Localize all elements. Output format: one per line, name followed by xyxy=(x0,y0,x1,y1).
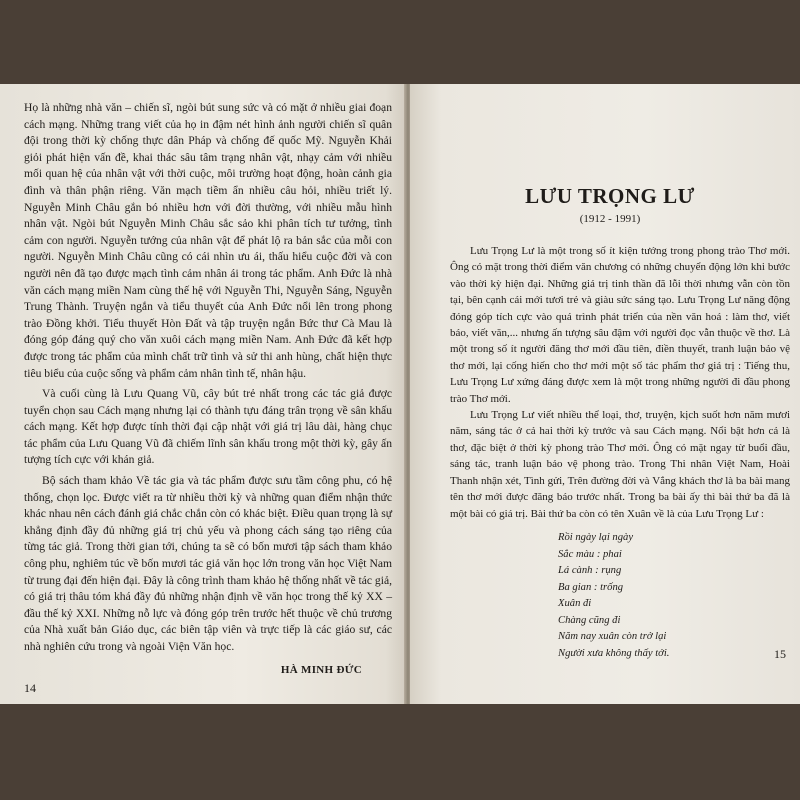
right-paragraph-1: Lưu Trọng Lư là một trong số ít kiện tướng trong phong trào Thơ mới. Ông có mặt trong thời điểm văn chương có những chuyển động lớn khi bước vào thời kỳ hiện đại. Những giá trị tinh thần đã lỗi thời nhưng vẫn còn tồn tại, bên cạnh cái mới tươi trẻ và giàu sức sáng tạo. Lưu Trọng Lư năng động đóng góp tích cực vào quá trình phát triển của nền văn hoá : làm thơ, viết báo, viết văn,... nhưng ấn tượng sâu đậm với người đọc vẫn thuộc về thơ. Là một trong số ít người đăng thơ mới đầu tiên, điền thuyết, tranh luận bảo vệ thơ mới, lại cống hiến cho thơ mới một số tác phẩm thơ giá trị : Tiếng thu, Lưu Trọng Lư xứng đáng được xem là một trong những người đi đầu phong trào Thơ mới. xyxy=(450,245,790,405)
left-page-number: 14 xyxy=(24,681,36,695)
author-signature: HÀ MINH ĐỨC xyxy=(280,663,362,676)
poem-excerpt xyxy=(558,530,790,663)
poem-line: Chàng cũng đi xyxy=(558,614,621,626)
left-paragraph-2: Và cuối cùng là Lưu Quang Vũ, cây bút trẻ nhất trong các tác giả được tuyển chọn sau Cách mạng nhưng lại có thành tựu đáng trân trọng về sân khấu cách mạng. Kết hợp được tính thời đại cập nhật với giá trị lâu dài, hàng chục tác phẩm của Lưu Quang Vũ đã chiếm lĩnh sân khấu trong một thời kỳ, gây ấn tượng tích cực với khán giả. xyxy=(24,387,392,467)
poem-line: Năm nay xuân còn trở lại xyxy=(558,631,667,643)
right-page-number: 15 xyxy=(774,647,786,661)
right-page xyxy=(410,84,800,704)
right-paragraph-2: Lưu Trọng Lư viết nhiều thể loại, thơ, truyện, kịch suốt hơn năm mươi năm, sáng tác ở cả hai thời kỳ trước và sau Cách mạng. Nổi bật hơn cả là thơ, đặc biệt ở thời kỳ phong trào Thơ mới. Ông có mặt ngay từ buổi đầu, sáng tác, tranh luận bảo vệ phong trào. Trong Thi nhân Việt Nam, Hoài Thanh nhận xét, Tình gửi, Trên đường đời và Vắng khách thơ là ba bài mang tên thơ mới được đăng báo trước nhất. Trong ba bài ấy thì bài thứ ba đã là một bài có giá trị. Bài thứ ba còn có tên Xuân về là của Lưu Trọng Lư : xyxy=(450,409,790,520)
poem-line: Ba gian : trống xyxy=(558,581,624,593)
left-paragraph-3: Bộ sách tham khảo Về tác gia và tác phẩm được sưu tầm công phu, có hệ thống, chọn lọc. Được viết ra từ nhiều thời kỳ và những quan điểm nhận thức khác nhau nên cách đánh giá chắc chắn còn có khác biệt. Điều quan trọng là sự khẳng định đầy đủ những giá trị chủ yếu và phong cách sáng tạo riêng của từng tác giả. Trong thời gian tới, chúng ta sẽ có bốn mươi tập sách tham khảo công phu, nghiêm túc về bốn mươi tác giả văn học lớn trong văn học Việt Nam từ trung đại đến hiện đại. Đây là công trình tham khảo hệ thống nhất về tác giả, có giá trị thâu tóm khá đầy đủ những nhận định về văn học trong thế kỷ XX – đầu thế kỷ XXI. Những nỗ lực và đóng góp trên trước hết thuộc về chủ trương của Nhà xuất bản Giáo dục, các biên tập viên và trực tiếp là các giáo sư, các nhà nghiên cứu trong và ngoài Viện Văn học. xyxy=(24,474,392,653)
left-paragraph-1: Họ là những nhà văn – chiến sĩ, ngòi bút sung sức và có mặt ở nhiều giai đoạn cách mạng. Những trang viết của họ in đậm nét hình ảnh người chiến sĩ quân đội trong thời kỳ chống thực dân Pháp và chống đế quốc Mỹ. Nguyễn Khải giỏi phát hiện vấn đề, khai thác sâu tâm trạng nhân vật, nhạy cảm với nhiều mối quan hệ của nhân vật với thời cuộc, môi trường hoạt động, hoàn cảnh gia đình và thân phận riêng. Văn mạch tiềm ẩn nhiều câu hỏi, nhiều triết lý. Nguyễn Minh Châu gắn bó nhiều hơn với đời thường, với nhiều mẫu hình nhân vật. Ngòi bút Nguyễn Minh Châu sắc sảo khi phân tích tư tưởng, tình cảm con người. Nguyễn tướng của nhân vật để phát lộ ra bản sắc của mỗi con người. Nguyễn Minh Châu cũng có cái nhìn ưu ái, thấu hiểu cuộc đời và con người nên đã tạo được mạch tình cảm nhân ái trong tác phẩm. Anh Đức là nhà văn cách mạng miền Nam cùng thế hệ với Nguyễn Thi, Nguyễn Sáng, Nguyễn Trung Thành. Truyện ngắn và tiểu thuyết của Anh Đức nổi lên trong phong trào Đồng khởi. Tiểu thuyết Hòn Đất và tập truyện ngắn Bức thư Cà Mau là đóng góp đáng quý cho văn xuôi cách mạng miền Nam. Anh Đức đã kết hợp được trong tác phẩm của mình chất trữ tình và sử thi anh hùng, chất hiện thực tiêu biểu của cuộc sống và phẩm cảm nhân tình tế, nhân hậu. xyxy=(24,101,392,380)
poem-line: Xuân đi xyxy=(558,598,592,610)
author-years: (1912 - 1991) xyxy=(579,213,641,225)
poem-line: Rồi ngày lại ngày xyxy=(558,531,634,543)
poem-line: Người xưa không thấy tới. xyxy=(558,648,670,660)
poem-line: Lá cành : rụng xyxy=(558,565,622,577)
poem-line: Sắc màu : phai xyxy=(558,548,622,560)
chapter-title: LƯU TRỌNG LƯ xyxy=(525,184,695,208)
left-page xyxy=(0,84,406,704)
